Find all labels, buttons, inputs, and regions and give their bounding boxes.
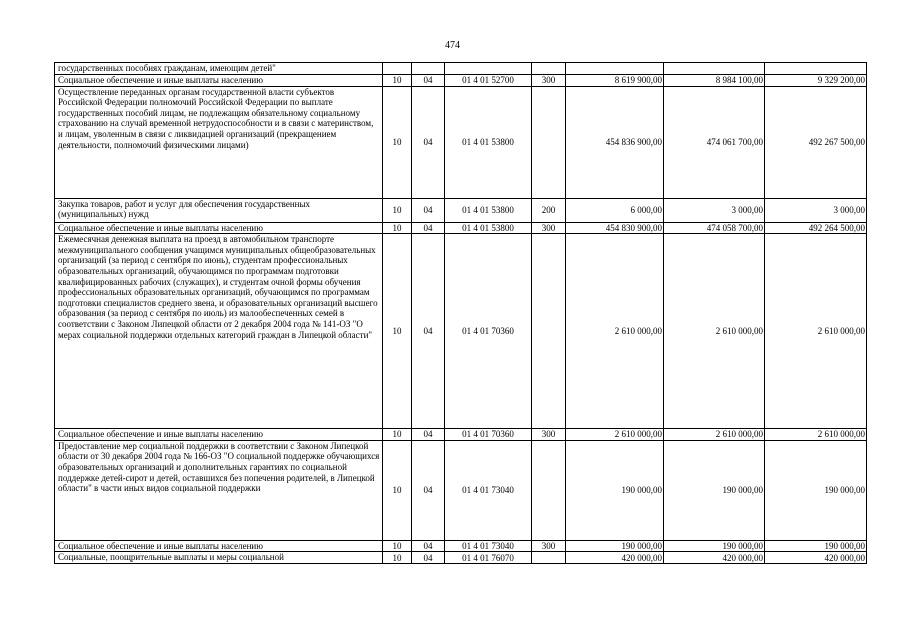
row-name: Социальное обеспечение и иные выплаты населению (55, 222, 383, 234)
table-row (55, 86, 867, 198)
expense-type-cell: 300 (532, 75, 566, 87)
expense-type-cell: 300 (532, 540, 566, 552)
amount-year3-cell: 190 000,00 (765, 440, 867, 540)
target-code-cell: 01 4 01 70360 (445, 429, 532, 441)
subsection-cell: 04 (412, 540, 445, 552)
row-name: Социальные, поощрительные выплаты и меры социальной (55, 552, 383, 564)
table-row (55, 222, 867, 234)
expense-type-cell (532, 440, 566, 540)
target-code-cell: 01 4 01 76070 (445, 552, 532, 564)
subsection-cell: 04 (412, 198, 445, 222)
expense-type-cell: 300 (532, 429, 566, 441)
amount-year3-cell: 9 329 200,00 (765, 75, 867, 87)
amount-year3-cell (765, 63, 867, 75)
amount-year1-cell: 2 610 000,00 (566, 234, 664, 429)
amount-year2-cell: 474 058 700,00 (664, 222, 765, 234)
amount-year2-cell: 8 984 100,00 (664, 75, 765, 87)
section-cell: 10 (383, 222, 412, 234)
subsection-cell: 04 (412, 234, 445, 429)
amount-year1-cell: 454 830 900,00 (566, 222, 664, 234)
target-code-cell (445, 63, 532, 75)
amount-year3-cell: 2 610 000,00 (765, 234, 867, 429)
table-row (55, 429, 867, 441)
amount-year2-cell: 474 061 700,00 (664, 86, 765, 198)
target-code-cell: 01 4 01 73040 (445, 540, 532, 552)
amount-year3-cell: 2 610 000,00 (765, 429, 867, 441)
amount-year1-cell: 6 000,00 (566, 198, 664, 222)
amount-year1-cell: 454 836 900,00 (566, 86, 664, 198)
expense-type-cell (532, 63, 566, 75)
amount-year3-cell: 492 267 500,00 (765, 86, 867, 198)
target-code-cell: 01 4 01 53800 (445, 198, 532, 222)
row-name: Осуществление переданных органам государственной власти субъектов Российской Федерации полномочий Российской Федерации по выплате государственных пособий лицам, не подлежащим обязательному социальному страхованию на случай временной нетрудоспособности и в связи с материнством, и лицам, уволенным в связи с ликвидацией организаций (прекращением деятельности, полномочий физическими лицами) (55, 86, 383, 198)
amount-year2-cell: 420 000,00 (664, 552, 765, 564)
row-name: Социальное обеспечение и иные выплаты населению (55, 429, 383, 441)
subsection-cell (412, 63, 445, 75)
table-row (55, 440, 867, 540)
row-name: государственных пособиях гражданам, имеющим детей" (55, 63, 383, 75)
subsection-cell: 04 (412, 86, 445, 198)
expense-type-cell (532, 86, 566, 198)
table-row (55, 75, 867, 87)
section-cell: 10 (383, 552, 412, 564)
row-name: Предоставление мер социальной поддержки в соответствии с Законом Липецкой области от 30 декабря 2004 года № 166-ОЗ "О социальной поддержке обучающихся образовательных организаций и дополнительных гарантиях по социальной поддержке детей-сирот и детей, оставшихся без попечения родителей, в Липецкой области" в части иных видов социальной поддержки (55, 440, 383, 540)
amount-year1-cell: 8 619 900,00 (566, 75, 664, 87)
section-cell: 10 (383, 429, 412, 441)
expense-type-cell (532, 234, 566, 429)
amount-year3-cell: 420 000,00 (765, 552, 867, 564)
section-cell: 10 (383, 540, 412, 552)
row-name: Ежемесячная денежная выплата на проезд в автомобильном транспорте межмуниципального сообщения учащимся муниципальных общеобразовательных организаций (за период с сентября по июнь), студентам профессиональных образовательных организаций, обучающимся по программам подготовки квалифицированных рабочих (служащих), и студентам очной формы обучения профессиональных образовательных организаций, обучающимся по программам подготовки специалистов среднего звена, и образовательных организаций высшего образования (за период с сентября по июль) из малообеспеченных семей в соответствии с Законом Липецкой области от 2 декабря 2004 года № 141-ОЗ "О мерах социальной поддержки отдельных категорий граждан в Липецкой области" (55, 234, 383, 429)
subsection-cell: 04 (412, 429, 445, 441)
target-code-cell: 01 4 01 52700 (445, 75, 532, 87)
amount-year2-cell (664, 63, 765, 75)
amount-year2-cell: 2 610 000,00 (664, 234, 765, 429)
section-cell: 10 (383, 440, 412, 540)
row-name: Социальное обеспечение и иные выплаты населению (55, 75, 383, 87)
page-number: 474 (445, 40, 460, 51)
table-row (55, 234, 867, 429)
subsection-cell: 04 (412, 440, 445, 540)
expense-type-cell: 300 (532, 222, 566, 234)
target-code-cell: 01 4 01 53800 (445, 86, 532, 198)
expense-type-cell: 200 (532, 198, 566, 222)
section-cell: 10 (383, 75, 412, 87)
amount-year1-cell: 2 610 000,00 (566, 429, 664, 441)
amount-year2-cell: 2 610 000,00 (664, 429, 765, 441)
amount-year2-cell: 3 000,00 (664, 198, 765, 222)
amount-year1-cell: 190 000,00 (566, 440, 664, 540)
amount-year3-cell: 190 000,00 (765, 540, 867, 552)
section-cell: 10 (383, 234, 412, 429)
row-name: Социальное обеспечение и иные выплаты населению (55, 540, 383, 552)
amount-year3-cell: 3 000,00 (765, 198, 867, 222)
budget-table (54, 62, 867, 564)
target-code-cell: 01 4 01 53800 (445, 222, 532, 234)
section-cell (383, 63, 412, 75)
table-row (55, 63, 867, 75)
table-row (55, 552, 867, 564)
subsection-cell: 04 (412, 75, 445, 87)
target-code-cell: 01 4 01 73040 (445, 440, 532, 540)
table-row (55, 198, 867, 222)
amount-year1-cell: 190 000,00 (566, 540, 664, 552)
amount-year1-cell: 420 000,00 (566, 552, 664, 564)
row-name: Закупка товаров, работ и услуг для обеспечения государственных (муниципальных) нужд (55, 198, 383, 222)
subsection-cell: 04 (412, 222, 445, 234)
amount-year2-cell: 190 000,00 (664, 540, 765, 552)
table-row (55, 540, 867, 552)
subsection-cell: 04 (412, 552, 445, 564)
section-cell: 10 (383, 86, 412, 198)
expense-type-cell (532, 552, 566, 564)
target-code-cell: 01 4 01 70360 (445, 234, 532, 429)
section-cell: 10 (383, 198, 412, 222)
amount-year1-cell (566, 63, 664, 75)
amount-year2-cell: 190 000,00 (664, 440, 765, 540)
amount-year3-cell: 492 264 500,00 (765, 222, 867, 234)
